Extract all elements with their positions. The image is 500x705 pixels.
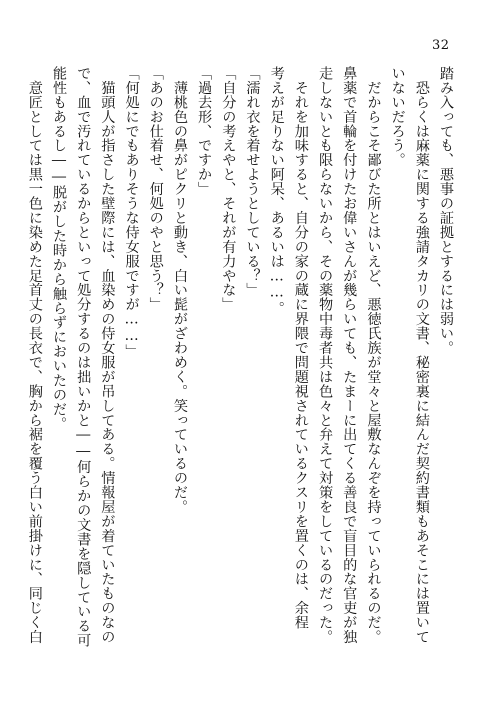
text-line: 「過去形、ですか」 [196, 66, 213, 197]
text-line: 猫頭人が指さした壁際には、血染めの侍女服が吊してある。情報屋が着ていたものなの [99, 66, 116, 644]
text-line: 鼻薬で首輪を付けたお偉いさんが幾らいても、たまーに出てくる善良で盲目的な官吏が独 [341, 66, 358, 644]
text-line: 「濡れ衣を着せようとしている？」 [244, 66, 261, 298]
text-line: だからこそ鄙びた所とはいえど、悪徳氏族が堂々と屋敷なんぞを持っていられるのだ。 [365, 66, 382, 644]
text-line: 意匠としては黒一色に染めた足首丈の長衣で、胸から裾を覆う白い前掛けに、同じく白 [26, 66, 43, 644]
text-line: 考えが足りない阿呆、あるいは……。 [268, 66, 285, 316]
text-line: 「何処にでもありそうな侍女服ですが……」 [123, 66, 140, 359]
text-line: 踏み入っても、悪事の証拠とするには弱い。 [438, 66, 454, 355]
text-line: 「自分の考えやと、それが有力やな」 [220, 66, 237, 312]
page-number: 32 [432, 38, 450, 53]
text-line: 能性もあるし――脱がした時から触らずにおいたのだ。 [51, 66, 67, 431]
text-line: 薄桃色の鼻がピクリと動き、白い髭がざわめく。笑っているのだ。 [171, 66, 188, 514]
novel-text-body [24, 66, 457, 666]
text-line: 恐らくは麻薬に関する強請タカリの文書、秘密裏に結んだ契約書類もあそこには置いて [413, 66, 430, 644]
text-line: それを加味すると、自分の家の蔵に界隈で問題視されているクスリを置くのは、余程 [292, 66, 309, 630]
text-line: 走しないとも限らないから、その薬物中毒者共は色々と弁えて対策をしているのだった。 [317, 66, 334, 644]
text-line: いないだろう。 [389, 66, 406, 168]
text-line: 「あのお仕着せ、何処のやと思う？」 [147, 66, 164, 312]
text-line: で、血で汚れているからといって処分するのは拙いかと――何らかの文書を隠している可 [75, 66, 92, 648]
